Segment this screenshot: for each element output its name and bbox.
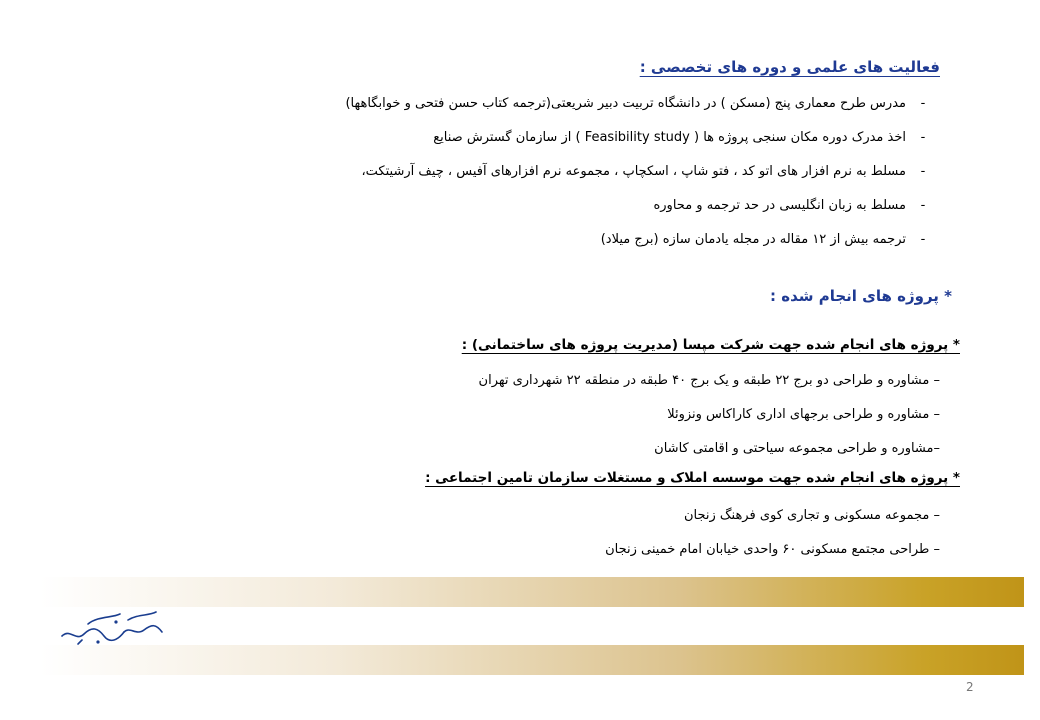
list-item: – مشاوره و طراحی دو برج ۲۲ طبقه و یک برج ۴۰ طبقه در منطقه ۲۲ شهرداری تهران bbox=[478, 373, 940, 388]
activities-list bbox=[120, 92, 940, 262]
page-number: 2 bbox=[966, 680, 974, 694]
bullet-dash: - bbox=[920, 130, 926, 145]
list-item: –مشاوره و طراحی مجموعه سیاحتی و اقامتی کاشان bbox=[654, 441, 940, 456]
list-item bbox=[120, 126, 940, 160]
bullet-dash: - bbox=[920, 232, 926, 247]
list-item bbox=[120, 194, 940, 228]
bullet-dash: - bbox=[920, 198, 926, 213]
mapna-projects-list bbox=[479, 370, 940, 472]
social-security-projects-heading: * پروژه های انجام شده جهت موسسه املاک و مستغلات سازمان تامین اجتماعی : bbox=[425, 470, 960, 486]
projects-heading: * پروژه های انجام شده : bbox=[770, 287, 952, 305]
activity-text: ترجمه بیش از ۱۲ مقاله در مجله یادمان سازه (برج میلاد) bbox=[600, 232, 906, 247]
list-item: – مشاوره و طراحی برجهای اداری کاراکاس ونزوئلا bbox=[667, 407, 940, 422]
list-item bbox=[120, 92, 940, 126]
bullet-dash: - bbox=[920, 164, 926, 179]
activity-text: اخذ مدرک دوره مکان سنجی پروژه ها ( Feasibility study ) از سازمان گسترش صنایع bbox=[433, 130, 906, 145]
list-item: – طراحی مجتمع مسکونی ۶۰ واحدی خیابان امام خمینی زنجان bbox=[605, 542, 940, 557]
mapna-projects-heading: * پروژه های انجام شده جهت شرکت مپسا (مدیریت پروژه های ساختمانی) : bbox=[461, 337, 960, 353]
activity-text: مدرس طرح معماری پنج (مسکن ) در دانشگاه تربیت دبیر شریعتی(ترجمه کتاب حسن فتحی و خوابگاهها) bbox=[345, 96, 906, 111]
activity-text: مسلط به زبان انگلیسی در حد ترجمه و محاوره bbox=[653, 198, 906, 213]
activities-heading: فعالیت های علمی و دوره های تخصصی : bbox=[639, 58, 940, 76]
list-item bbox=[120, 160, 940, 194]
decorative-band-top bbox=[40, 577, 1024, 607]
social-security-projects-list bbox=[605, 505, 940, 573]
list-item bbox=[120, 228, 940, 262]
activity-text: مسلط به نرم افزار های اتو کد ، فتو شاپ ، اسکچاپ ، مجموعه نرم افزارهای آفیس ، چیف آرشیتکت، bbox=[361, 164, 906, 179]
decorative-band-bottom bbox=[40, 645, 1024, 675]
bullet-dash: - bbox=[920, 96, 926, 111]
signature-logo bbox=[58, 606, 168, 650]
list-item: – مجموعه مسکونی و تجاری کوی فرهنگ زنجان bbox=[683, 508, 940, 523]
